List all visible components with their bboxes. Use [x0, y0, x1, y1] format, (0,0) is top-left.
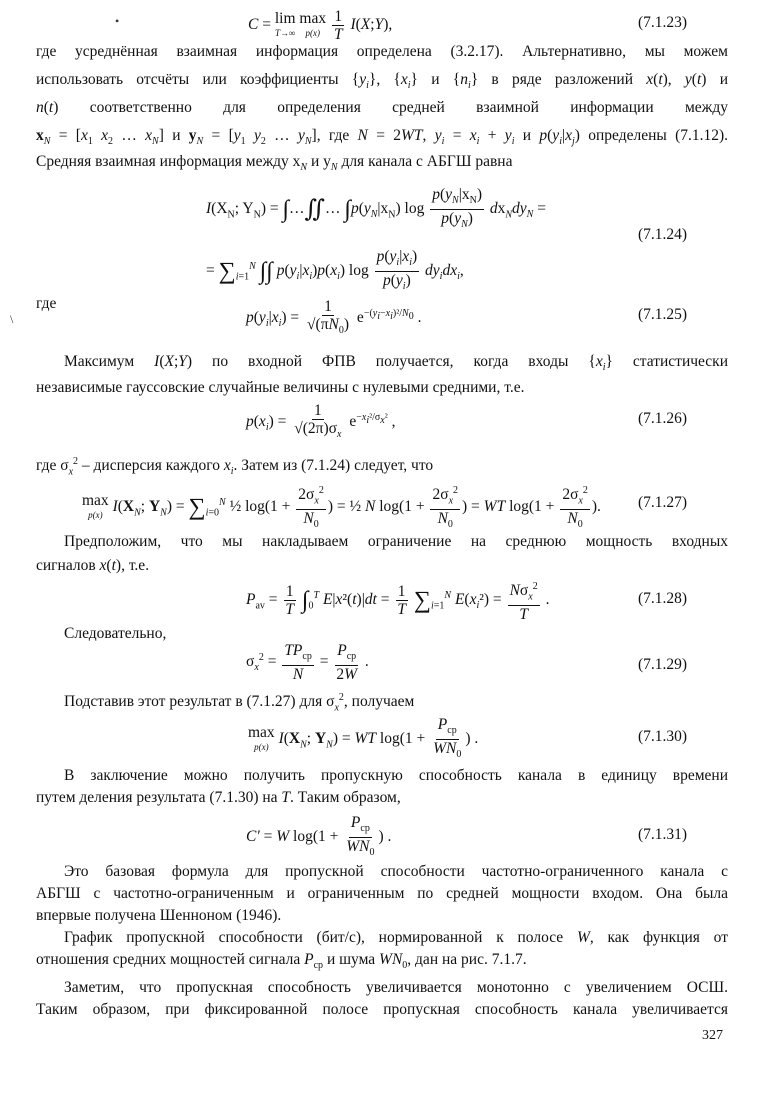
paragraph-line: где усреднённая взаимная информация определена (3.2.17). Альтернативно, мы можем	[36, 43, 728, 60]
equation-number: (7.1.25)	[638, 306, 688, 323]
paragraph-line: Максимум I(X;Y) по входной ФПВ получается, когда входы $\{x_i\}$ статистически	[64, 353, 729, 374]
page-number: 327	[702, 1028, 723, 1043]
equation-number: (7.1.24)	[638, 226, 688, 243]
equation-number: (7.1.26)	[638, 410, 688, 427]
equation-number: (7.1.31)	[638, 826, 688, 843]
equation-7-1-28: $P_{av}$ = $\frac{1}{T}$ $\int_0^T$ E|x²(t)|dt = $\frac{1}{T}$ $\sum_{i=1}^N$ $E(x_i^2)$ = $\frac{N\sigma_x^2}{T}$ .	[246, 578, 549, 623]
paragraph-line: Предположим, что мы накладываем ограничение на среднюю мощность входных	[64, 533, 728, 550]
paragraph-line: n(t) соответственно для определения средней взаимной информации между	[36, 99, 728, 116]
paragraph-line: АБГШ с частотно-ограниченным и ограниченным по средней мощности входом. Она была	[36, 885, 728, 902]
equation-7-1-30: max p(x) $I(X_N$; $Y_N$) = WT log(1 + $\frac{P_{cp}}{WN_0}$ ) .	[248, 716, 479, 761]
paragraph-line: Следовательно,	[64, 625, 167, 642]
paragraph-line: использовать отсчёты или коэффициенты $\{y_i\}$, $\{x_i\}$ и $\{n_i\}$ в ряде разложений x(t), y(t) и	[36, 71, 728, 92]
equation-7-1-25: $p(y_i|x_i)$ = $\frac{1}{√(\pi N_0)}$ $e^{-(y_i-x_i)^2/N_0}$ .	[246, 298, 422, 337]
paragraph-line: Средняя взаимная информация между $x_N$ и $y_N$ для канала с АБГШ равна	[36, 153, 513, 174]
equation-number: (7.1.28)	[638, 590, 688, 607]
paragraph-line: Заметим, что пропускная способность увеличивается монотонно с увеличением ОСШ.	[64, 979, 728, 996]
paragraph-line: $x_N = [x_1$ $x_2$ … $x_N$] и $y_N = [y_1$ $y_2$ … $y_N$], где N = 2WT, $y_i = x_i + y_i$ и $p(y_i|x_j)$ определены (7.1.12).	[36, 127, 729, 148]
paragraph-line: независимые гауссовские случайные величины с нулевыми средними, т.е.	[36, 379, 525, 396]
equation-7-1-31: C′ = W log(1 + $\frac{P_{cp}}{WN_0}$ ) .	[246, 814, 392, 859]
paragraph-line: В заключение можно получить пропускную способность канала в единицу времени	[64, 767, 728, 784]
paragraph-line: График пропускной способности (бит/с), нормированной к полосе W, как функция от	[64, 929, 728, 946]
equation-7-1-24-line1: $I(X_N$; $Y_N$) = ∫…∬… $\int p(y_N|x_N)$ log $\frac{p(y_N|x_N)}{p(y_N)}$ $dx_Ndy_N$ =	[206, 186, 546, 231]
paragraph-line: путем деления результата (7.1.30) на T. Таким образом,	[36, 789, 401, 806]
equation-number: (7.1.27)	[638, 494, 688, 511]
equation-7-1-29: $\sigma_x^2$ = $\frac{TP_{cp}}{N}$ = $\frac{P_{cp}}{2W}$ .	[246, 642, 369, 684]
paragraph-line: где $\sigma_x^2$ – дисперсия каждого $x_i$. Затем из (7.1.24) следует, что	[36, 456, 434, 478]
equation-number: (7.1.30)	[638, 728, 688, 745]
equation-number: (7.1.29)	[638, 656, 688, 673]
label-where: где	[36, 295, 57, 312]
equation-7-1-24-line2: = $\sum_{i=1}^N$ ∫∫ $p(y_i|x_i)p(x_i)$ log $\frac{p(y_i|x_i)}{p(y_i)}$ $dy_idx_i$,	[206, 248, 464, 293]
paragraph-line: впервые получена Шенноном (1946).	[36, 907, 282, 924]
equation-7-1-26: $p(x_i)$ = $\frac{1}{√(2\pi)\sigma_x}$ $e^{-x_i^2/\sigma_x^2}$ ,	[246, 402, 396, 441]
scan-speck: \	[10, 312, 14, 326]
equation-7-1-23: C = lim T→∞ max p(x) $\frac{1}{T}$ I(X;Y),	[248, 8, 393, 43]
scan-speck: •	[115, 14, 120, 28]
equation-7-1-27: max p(x) $I(X_N$; $Y_N) = \sum_{i=0}^N$ ½ log(1 + $\frac{2\sigma_x^2}{N_0}$ ) = ½ N log(1 + $\frac{2\sigma_x^2}{N_0}$ ) = WT log(1 + $\frac{2\sigma_x^2}{N_0}$ ).	[82, 482, 601, 533]
paragraph-line: Подставив этот результат в (7.1.27) для $\sigma_x^2$, получаем	[64, 692, 415, 714]
paragraph-line: сигналов x(t), т.е.	[36, 557, 150, 574]
paragraph-line: Это базовая формула для пропускной способности частотно-ограниченного канала с	[64, 863, 728, 880]
paragraph-line: отношения средних мощностей сигнала $P_{cp}$ и шума $WN_0$, дан на рис. 7.1.7.	[36, 951, 527, 972]
paragraph-line: Таким образом, при фиксированной полосе пропускная способность канала увеличивается	[36, 1001, 728, 1018]
equation-number: (7.1.23)	[638, 14, 688, 31]
